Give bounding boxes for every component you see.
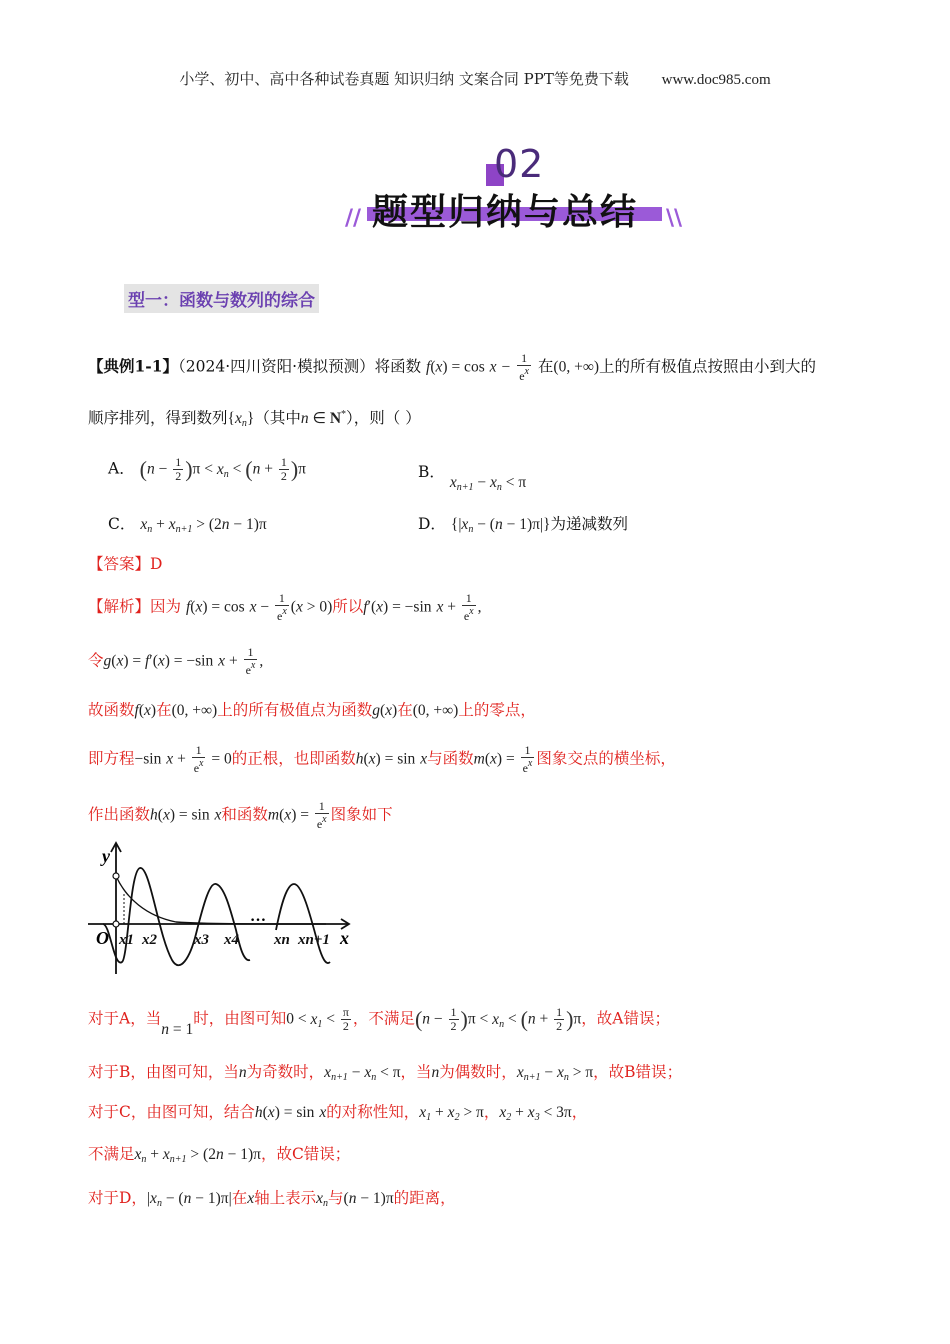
answer-label: 【答案】	[88, 555, 151, 573]
analysis-line-3: 故函数f(x)在(0, +∞)上的所有极值点为函数g(x)在(0, +∞)上的零点，	[88, 701, 536, 719]
analysis-line-c2: 不满足$x_n + x_{n+1} > (2n - 1)\pi$，故C错误；	[88, 1145, 351, 1165]
origin-label: O	[96, 928, 109, 948]
y-label: y	[102, 846, 110, 866]
tick-x4: x4	[224, 932, 239, 948]
title-number: 02	[494, 142, 545, 186]
function-graph	[86, 838, 366, 978]
sine-curve-left	[103, 868, 250, 965]
option-c[interactable]: C． $x_n + x_{n+1} > (2n - 1)\pi$	[108, 515, 267, 535]
tick-xn: xn	[274, 932, 290, 948]
page-header	[0, 68, 950, 89]
graph-dots: …	[250, 908, 266, 925]
x-label: x	[340, 928, 349, 948]
origin-point	[113, 921, 119, 927]
answer-value: D	[150, 555, 163, 573]
header-url[interactable]: www.doc985.com	[661, 72, 771, 88]
title-slash-right: \\	[666, 206, 683, 231]
tick-xn1: xn+1	[298, 932, 330, 948]
analysis-line-4: 即方程−sin x + $\frac{1}{e^x}$ = 0的正根，也即函数h(x) = sin x与函数m(x) = $\frac{1}{e^x}$ 图象交点的横坐标，	[88, 743, 676, 776]
analysis-label: 【解析】	[88, 597, 151, 616]
title-slash-left: //	[345, 206, 362, 231]
section-heading: 型一：函数与数列的综合	[124, 284, 319, 313]
example-line-1: 【典例1-1】（2024·四川资阳·模拟预测）将函数 f(x) = cos x − $\frac{1}{e^x}$ 在(0, +∞)上的所有极值点按照由小到大的	[88, 351, 817, 384]
example-line-2: 顺序排列，得到数列$\{x_n\}$（其中n ∈ N*），则（ ）	[88, 409, 421, 429]
analysis-line-1: 【解析】因为 f(x) = cos x − $\frac{1}{e^x}$ (x > 0)所以f′(x) = −sin x + $\frac{1}{e^x}$ ,	[88, 591, 482, 624]
analysis-line-b: 对于B，由图可知，当n为奇数时，$x_{n+1} - x_n < \pi$，当n为偶数时，$x_{n+1} - x_n > \pi$，故B错误；	[88, 1063, 683, 1083]
example-source: （2024·四川资阳·模拟预测）	[178, 357, 375, 376]
analysis-line-d: 对于D，$|x_n - (n - 1)\pi|$在x轴上表示$x_n$与(n − 1)π的距离，	[88, 1189, 456, 1209]
option-d[interactable]: D． $\{|x_n - (n - 1)\pi|\}$为递减数列	[418, 515, 629, 535]
tick-x1: x1	[119, 932, 134, 948]
page-title: 题型归纳与总结	[372, 192, 639, 233]
analysis-line-5: 作出函数h(x) = sin x和函数m(x) = $\frac{1}{e^x}$ 图象如下	[88, 799, 393, 832]
answer-line	[88, 552, 162, 574]
analysis-line-2: 令g(x) = f′(x) = −sin x + $\frac{1}{e^x}$ ,	[88, 645, 264, 678]
tick-x2: x2	[142, 932, 157, 948]
example-label: 【典例1-1】	[88, 356, 179, 376]
option-b[interactable]: B． $x_{n+1} - x_n < \pi$	[418, 463, 527, 493]
y-intercept-point	[113, 873, 119, 879]
option-a[interactable]: A． (n − $\frac{1}{2}$ )$\pi < x_n < (n$ + $\frac{1}{2}$ )π	[108, 455, 306, 484]
analysis-line-c: 对于C，由图可知，结合h(x) = sin x的对称性知，$x_1 + x_2 > \pi$，$x_2 + x_3 < 3\pi$，	[88, 1103, 588, 1123]
header-text: 小学、初中、高中各种试卷真题 知识归纳 文案合同 PPT等免费下载	[179, 70, 629, 88]
tick-x3: x3	[194, 932, 209, 948]
analysis-line-a: 对于A，当n = 1时，由图可知$0 < x_1$ < $\frac{\pi}{2}$ ，不满足(n − $\frac{1}{2}$ )$\pi < x_n < (n$ + $\frac{1}{2}$ )π，故A错误；	[88, 1005, 670, 1038]
